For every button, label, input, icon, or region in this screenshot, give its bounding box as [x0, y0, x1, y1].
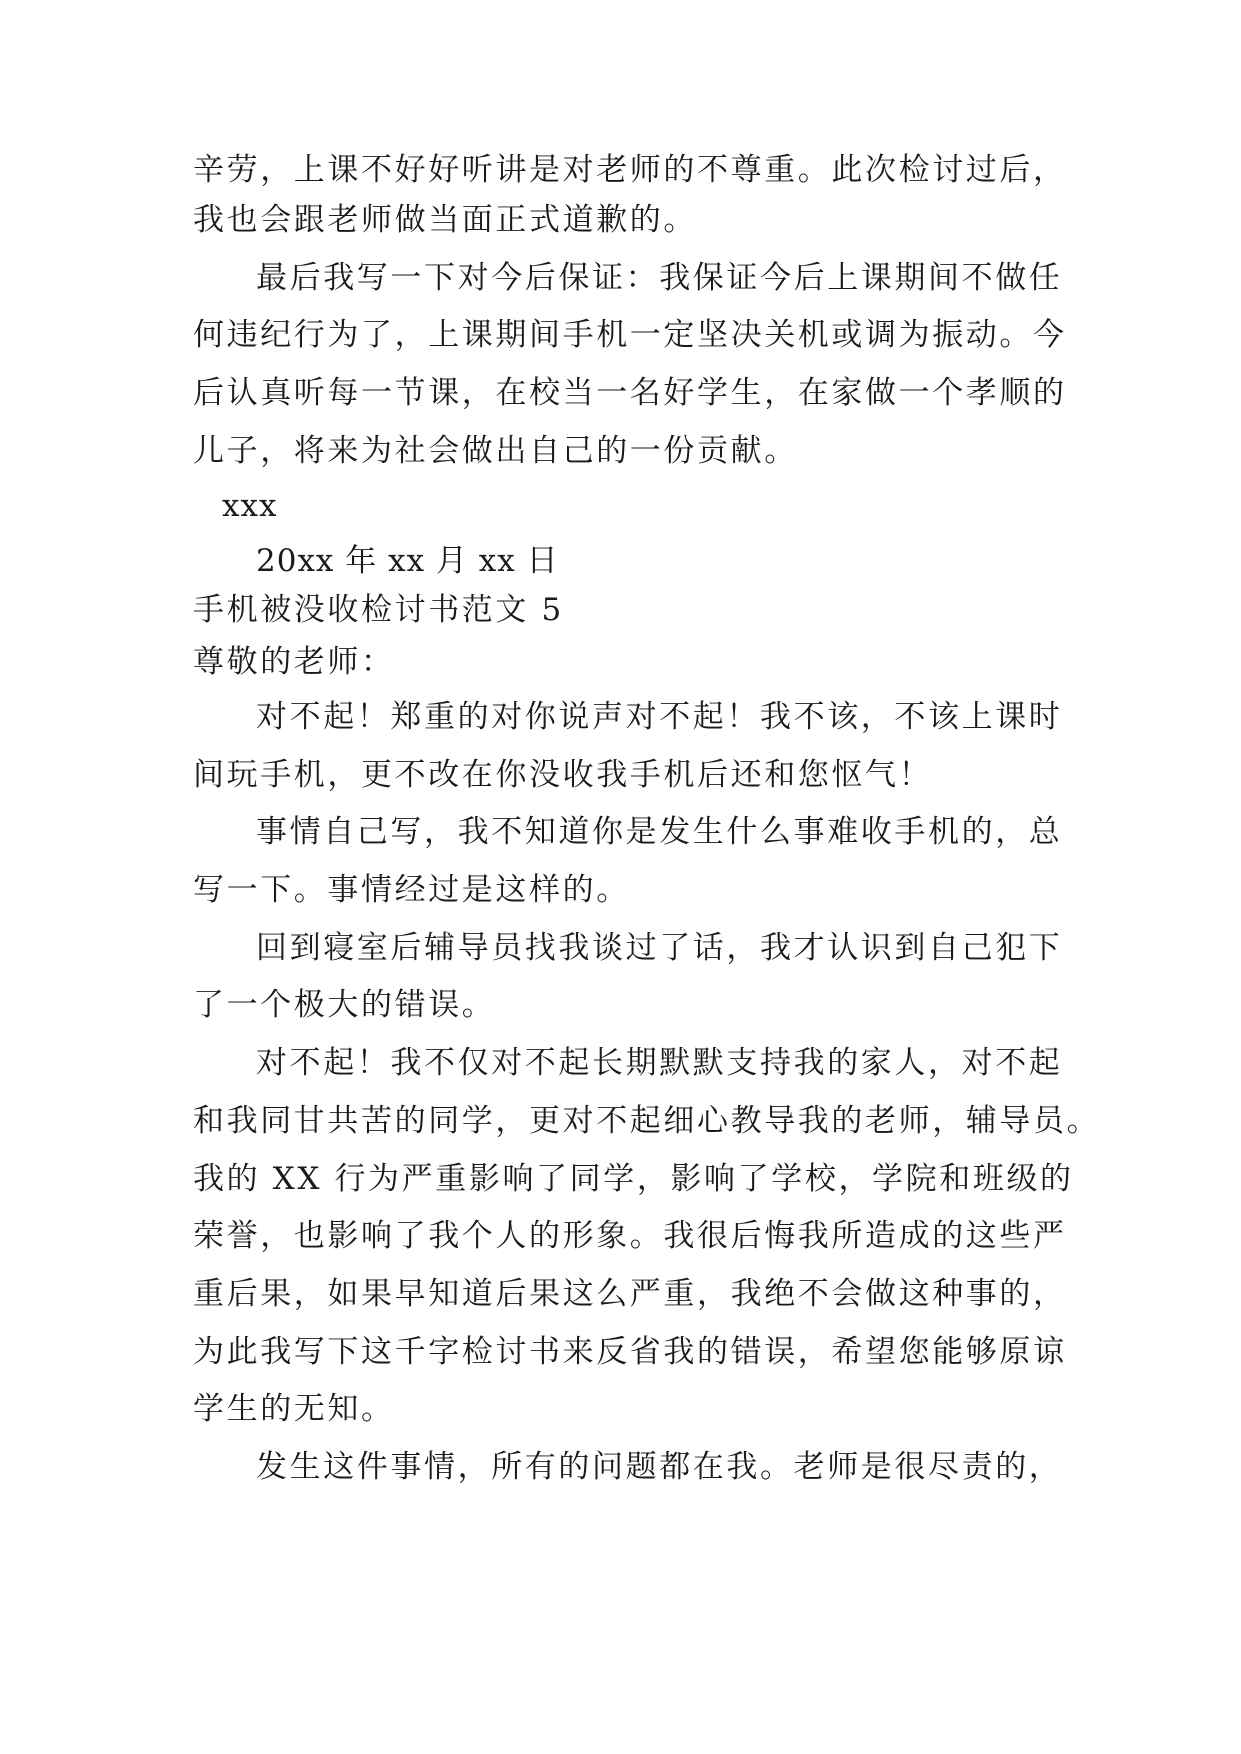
text-line: 何违纪行为了，上课期间手机一定坚决关机或调为振动。今 [193, 317, 1067, 353]
salutation: 尊敬的老师： [193, 644, 395, 680]
paragraph-start-line: 最后我写一下对今后保证：我保证今后上课期间不做任 [256, 260, 1063, 296]
text-line: 我的 XX 行为严重影响了同学，影响了学校，学院和班级的 [193, 1161, 1074, 1197]
text-line: 写一下。事情经过是这样的。 [193, 872, 630, 908]
text-line: 荣誉，也影响了我个人的形象。我很后悔我所造成的这些严 [193, 1218, 1067, 1254]
date-line: 20xx 年 xx 月 xx 日 [256, 543, 559, 579]
signature: xxx [222, 488, 278, 524]
text-line: 间玩手机，更不改在你没收我手机后还和您怄气！ [193, 757, 933, 793]
paragraph-start-line: 对不起！我不仅对不起长期默默支持我的家人，对不起 [256, 1045, 1063, 1081]
text-line: 为此我写下这千字检讨书来反省我的错误，希望您能够原谅 [193, 1334, 1067, 1370]
text-line: 后认真听每一节课，在校当一名好学生，在家做一个孝顺的 [193, 375, 1067, 411]
paragraph-start-line: 事情自己写，我不知道你是发生什么事难收手机的，总 [256, 814, 1063, 850]
text-line: 辛劳，上课不好好听讲是对老师的不尊重。此次检讨过后， [193, 152, 1067, 188]
text-line: 了一个极大的错误。 [193, 987, 496, 1023]
paragraph-start-line: 发生这件事情，所有的问题都在我。老师是很尽责的， [256, 1449, 1063, 1485]
text-line: 和我同甘共苦的同学，更对不起细心教导我的老师，辅导员。 [193, 1103, 1101, 1139]
paragraph-start-line: 回到寝室后辅导员找我谈过了话，我才认识到自己犯下 [256, 930, 1063, 966]
section-title: 手机被没收检讨书范文 5 [193, 592, 564, 628]
text-line: 重后果，如果早知道后果这么严重，我绝不会做这种事的， [193, 1276, 1067, 1312]
text-line: 我也会跟老师做当面正式道歉的。 [193, 202, 697, 238]
text-line: 儿子，将来为社会做出自己的一份贡献。 [193, 433, 798, 469]
text-line: 学生的无知。 [193, 1391, 395, 1427]
paragraph-start-line: 对不起！郑重的对你说声对不起！我不该，不该上课时 [256, 699, 1063, 735]
